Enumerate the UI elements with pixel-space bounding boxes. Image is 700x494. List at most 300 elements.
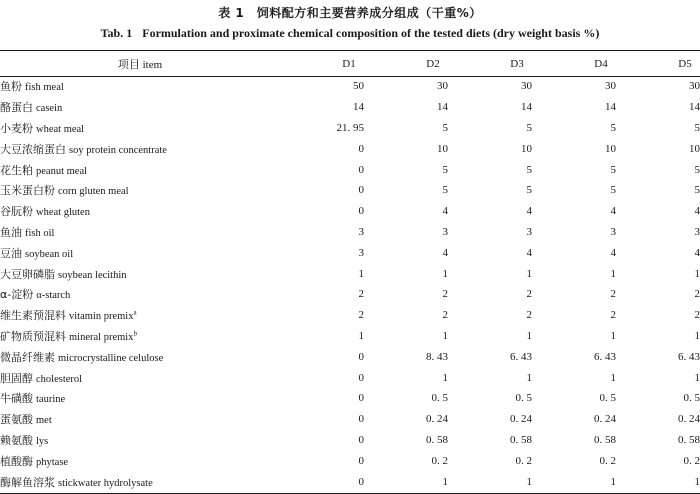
ingredient-cell	[0, 326, 280, 347]
value-cell-d3	[448, 159, 532, 180]
cell-value: 3	[442, 225, 448, 238]
table-row	[0, 180, 700, 201]
cell-value: 0. 24	[678, 413, 700, 426]
value-cell-d4	[532, 201, 616, 222]
value-cell-d5	[616, 201, 700, 222]
cell-value: 2	[526, 309, 532, 322]
table-row	[0, 222, 700, 243]
value-cell-d3	[448, 284, 532, 305]
ingredient-name-english: wheat gluten	[36, 207, 90, 219]
value-cell-d1	[280, 450, 364, 471]
cell-value: 14	[437, 101, 448, 114]
cell-value: 6. 43	[678, 350, 700, 363]
ingredient-name-english: taurine	[36, 394, 66, 406]
table-row	[0, 242, 700, 263]
value-cell-d3	[448, 242, 532, 263]
value-cell-d4	[532, 471, 616, 492]
cell-value: 5	[610, 121, 616, 134]
cell-value: 4	[442, 246, 448, 259]
ingredient-name-chinese: 植酸酶	[0, 454, 33, 468]
ingredient-name-english: α-starch	[36, 290, 71, 302]
value-cell-d4	[532, 430, 616, 451]
value-cell-d5	[616, 326, 700, 347]
cell-value: 0	[358, 475, 364, 488]
ingredient-cell	[0, 450, 280, 471]
ingredient-name-english: met	[36, 415, 52, 427]
value-cell-d5	[616, 346, 700, 367]
value-cell-d1	[280, 138, 364, 159]
ingredient-name-chinese: 蛋氨酸	[0, 413, 33, 427]
value-cell-d2	[364, 76, 448, 97]
cell-value: 0	[358, 433, 364, 446]
ingredient-cell	[0, 471, 280, 492]
value-cell-d2	[364, 118, 448, 139]
value-cell-d2	[364, 222, 448, 243]
column-header-label: D4	[594, 57, 608, 70]
value-cell-d4	[532, 305, 616, 326]
ingredient-cell	[0, 367, 280, 388]
cell-value: 2	[442, 309, 448, 322]
column-header-d4	[532, 51, 616, 76]
ingredient-name-english: stickwater hydrolysate	[58, 477, 153, 489]
ingredient-name-english: wheat meal	[36, 123, 85, 135]
cell-value: 2	[694, 288, 700, 301]
cell-value: 1	[694, 329, 700, 342]
ingredient-name-chinese: 玉米蛋白粉	[0, 184, 55, 198]
value-cell-d4	[532, 138, 616, 159]
cell-value: 0. 58	[594, 433, 616, 446]
cell-value: 3	[694, 225, 700, 238]
value-cell-d5	[616, 305, 700, 326]
cell-value: 2	[358, 309, 364, 322]
cell-value: 50	[353, 80, 364, 93]
value-cell-d2	[364, 388, 448, 409]
cell-value: 5	[442, 121, 448, 134]
value-cell-d1	[280, 242, 364, 263]
cell-value: 0	[358, 184, 364, 197]
value-cell-d4	[532, 222, 616, 243]
value-cell-d5	[616, 138, 700, 159]
cell-value: 1	[358, 329, 364, 342]
ingredient-name-chinese: 酶解鱼溶浆	[0, 475, 55, 489]
value-cell-d1	[280, 346, 364, 367]
value-cell-d4	[532, 450, 616, 471]
value-cell-d1	[280, 430, 364, 451]
value-cell-d5	[616, 76, 700, 97]
value-cell-d1	[280, 409, 364, 430]
value-cell-d3	[448, 138, 532, 159]
cell-value: 0. 24	[510, 413, 532, 426]
cell-value: 5	[442, 163, 448, 176]
ingredient-cell	[0, 242, 280, 263]
value-cell-d4	[532, 97, 616, 118]
cell-value: 0. 5	[599, 392, 616, 405]
ingredient-name-chinese: 大豆浓缩蛋白	[0, 142, 66, 156]
ingredient-cell	[0, 76, 280, 97]
cell-value: 6. 43	[510, 350, 532, 363]
cell-value: 0	[358, 350, 364, 363]
cell-value: 0. 5	[515, 392, 532, 405]
cell-value: 21. 95	[336, 121, 364, 134]
ingredient-name-english: soybean oil	[25, 248, 74, 260]
value-cell-d2	[364, 201, 448, 222]
cell-value: 5	[526, 184, 532, 197]
value-cell-d3	[448, 76, 532, 97]
ingredient-name-english: soybean lecithin	[58, 269, 127, 281]
cell-value: 4	[694, 246, 700, 259]
cell-value: 30	[605, 80, 616, 93]
ingredient-cell	[0, 138, 280, 159]
ingredient-name-chinese: 花生粕	[0, 163, 33, 177]
value-cell-d2	[364, 326, 448, 347]
ingredient-cell	[0, 305, 280, 326]
ingredient-name-english: phytase	[36, 456, 69, 468]
ingredient-cell	[0, 409, 280, 430]
ingredient-name-english: fish meal	[25, 82, 64, 94]
cell-value: 0. 2	[431, 454, 448, 467]
cell-value: 0. 2	[683, 454, 700, 467]
value-cell-d3	[448, 346, 532, 367]
ingredient-cell	[0, 201, 280, 222]
cell-value: 1	[442, 267, 448, 280]
ingredient-cell	[0, 222, 280, 243]
value-cell-d2	[364, 409, 448, 430]
column-header-d5	[616, 51, 700, 76]
value-cell-d2	[364, 263, 448, 284]
cell-value: 4	[610, 205, 616, 218]
value-cell-d2	[364, 180, 448, 201]
cell-value: 1	[442, 475, 448, 488]
table-body	[0, 76, 700, 492]
ingredient-name-english: cholesterol	[36, 373, 83, 385]
value-cell-d5	[616, 118, 700, 139]
value-cell-d1	[280, 388, 364, 409]
value-cell-d2	[364, 471, 448, 492]
value-cell-d1	[280, 222, 364, 243]
table-row	[0, 97, 700, 118]
value-cell-d1	[280, 159, 364, 180]
value-cell-d3	[448, 222, 532, 243]
value-cell-d3	[448, 97, 532, 118]
value-cell-d3	[448, 201, 532, 222]
value-cell-d1	[280, 471, 364, 492]
value-cell-d3	[448, 409, 532, 430]
value-cell-d3	[448, 430, 532, 451]
cell-value: 0	[358, 205, 364, 218]
ingredient-name-chinese: 鱼油	[0, 225, 22, 239]
value-cell-d3	[448, 367, 532, 388]
cell-value: 1	[526, 371, 532, 384]
value-cell-d5	[616, 430, 700, 451]
cell-value: 0. 5	[431, 392, 448, 405]
ingredient-name-chinese: 小麦粉	[0, 121, 33, 135]
value-cell-d5	[616, 97, 700, 118]
ingredient-name-english: lys	[36, 435, 49, 447]
table-caption-english	[0, 26, 700, 41]
column-header-d3	[448, 51, 532, 76]
cell-value: 2	[610, 288, 616, 301]
cell-value: 2	[694, 309, 700, 322]
value-cell-d2	[364, 138, 448, 159]
value-cell-d4	[532, 367, 616, 388]
value-cell-d4	[532, 346, 616, 367]
cell-value: 14	[689, 101, 700, 114]
cell-value: 2	[358, 288, 364, 301]
cell-value: 10	[437, 142, 448, 155]
cell-value: 10	[689, 142, 700, 155]
cell-value: 30	[521, 80, 532, 93]
value-cell-d1	[280, 180, 364, 201]
cell-value: 0. 2	[599, 454, 616, 467]
ingredient-name-chinese: 谷朊粉	[0, 205, 33, 219]
value-cell-d1	[280, 76, 364, 97]
value-cell-d4	[532, 326, 616, 347]
column-header-label: D3	[510, 57, 524, 70]
value-cell-d2	[364, 284, 448, 305]
table-row	[0, 409, 700, 430]
ingredient-name-chinese: 豆油	[0, 246, 22, 260]
column-header-d2	[364, 51, 448, 76]
cell-value: 30	[689, 80, 700, 93]
value-cell-d4	[532, 159, 616, 180]
value-cell-d1	[280, 305, 364, 326]
value-cell-d4	[532, 388, 616, 409]
table-row	[0, 450, 700, 471]
column-header-item: 项目 item	[117, 58, 163, 71]
ingredient-name-english: vitamin premix	[69, 311, 134, 323]
ingredient-cell	[0, 284, 280, 305]
cell-value: 1	[526, 329, 532, 342]
value-cell-d3	[448, 118, 532, 139]
table-row	[0, 346, 700, 367]
table-row	[0, 284, 700, 305]
cell-value: 1	[526, 475, 532, 488]
value-cell-d5	[616, 263, 700, 284]
cell-value: 3	[526, 225, 532, 238]
cell-value: 5	[694, 163, 700, 176]
cell-value: 0	[358, 371, 364, 384]
value-cell-d3	[448, 263, 532, 284]
value-cell-d4	[532, 242, 616, 263]
ingredient-cell	[0, 346, 280, 367]
cell-value: 1	[442, 329, 448, 342]
table-row	[0, 430, 700, 451]
table-label: Tab. 1	[100, 26, 133, 40]
cell-value: 5	[526, 163, 532, 176]
value-cell-d4	[532, 263, 616, 284]
cell-value: 4	[694, 205, 700, 218]
cell-value: 0	[358, 413, 364, 426]
value-cell-d1	[280, 201, 364, 222]
value-cell-d1	[280, 97, 364, 118]
value-cell-d5	[616, 180, 700, 201]
cell-value: 1	[526, 267, 532, 280]
cell-value: 0	[358, 454, 364, 467]
ingredient-name-chinese: 赖氨酸	[0, 433, 33, 447]
ingredient-name-english: fish oil	[25, 227, 55, 239]
cell-value: 0. 5	[683, 392, 700, 405]
table-row	[0, 138, 700, 159]
cell-value: 5	[526, 121, 532, 134]
column-header-label: D5	[678, 57, 692, 70]
value-cell-d5	[616, 471, 700, 492]
ingredient-cell	[0, 97, 280, 118]
cell-value: 1	[442, 371, 448, 384]
value-cell-d3	[448, 305, 532, 326]
value-cell-d2	[364, 305, 448, 326]
ingredient-name-english: microcrystalline celulose	[58, 352, 164, 364]
cell-value: 30	[437, 80, 448, 93]
ingredient-cell	[0, 430, 280, 451]
value-cell-d2	[364, 450, 448, 471]
value-cell-d2	[364, 159, 448, 180]
table-row	[0, 305, 700, 326]
cell-value: 0	[358, 163, 364, 176]
cell-value: 1	[610, 371, 616, 384]
diet-formulation-table	[0, 51, 700, 492]
value-cell-d5	[616, 367, 700, 388]
cell-value: 0. 2	[515, 454, 532, 467]
value-cell-d1	[280, 326, 364, 347]
cell-value: 5	[610, 163, 616, 176]
cell-value: 3	[358, 225, 364, 238]
value-cell-d5	[616, 388, 700, 409]
cell-value: 5	[610, 184, 616, 197]
table-row	[0, 263, 700, 284]
cell-value: 5	[442, 184, 448, 197]
ingredient-name-chinese: 鱼粉	[0, 80, 22, 94]
table-header-row	[0, 51, 700, 76]
cell-value: 3	[358, 246, 364, 259]
cell-value: 14	[605, 101, 616, 114]
cell-value: 0. 24	[594, 413, 616, 426]
table-row	[0, 76, 700, 97]
value-cell-d5	[616, 450, 700, 471]
cell-value: 2	[442, 288, 448, 301]
ingredient-name-chinese: 微晶纤维素	[0, 350, 55, 364]
value-cell-d5	[616, 159, 700, 180]
cell-value: 3	[610, 225, 616, 238]
value-cell-d4	[532, 409, 616, 430]
value-cell-d4	[532, 180, 616, 201]
cell-value: 5	[694, 121, 700, 134]
value-cell-d5	[616, 222, 700, 243]
cell-value: 14	[521, 101, 532, 114]
cell-value: 1	[358, 267, 364, 280]
table-row	[0, 367, 700, 388]
cell-value: 5	[694, 184, 700, 197]
cell-value: 4	[442, 205, 448, 218]
value-cell-d5	[616, 409, 700, 430]
table-title: Formulation and proximate chemical composition of the tested diets (dry weight basis %)	[142, 26, 600, 40]
column-header-label: D2	[426, 57, 440, 70]
table-caption-chinese: 表 1 饲料配方和主要营养成分组成（干重%）	[218, 6, 482, 20]
ingredient-cell	[0, 159, 280, 180]
table-row	[0, 201, 700, 222]
value-cell-d1	[280, 263, 364, 284]
value-cell-d2	[364, 242, 448, 263]
value-cell-d3	[448, 180, 532, 201]
cell-value: 4	[526, 205, 532, 218]
cell-value: 2	[610, 309, 616, 322]
cell-value: 8. 43	[426, 350, 448, 363]
ingredient-name-chinese: α-淀粉	[0, 288, 34, 302]
column-header-label: D1	[342, 57, 356, 70]
table-row	[0, 326, 700, 347]
column-header-d1	[280, 51, 364, 76]
value-cell-d2	[364, 97, 448, 118]
cell-value: 0	[358, 142, 364, 155]
cell-value: 1	[610, 267, 616, 280]
cell-value: 0	[358, 392, 364, 405]
cell-value: 1	[694, 267, 700, 280]
value-cell-d3	[448, 471, 532, 492]
cell-value: 10	[605, 142, 616, 155]
value-cell-d3	[448, 326, 532, 347]
ingredient-cell	[0, 180, 280, 201]
value-cell-d4	[532, 118, 616, 139]
cell-value: 0. 58	[678, 433, 700, 446]
ingredient-name-english: mineral premix	[69, 331, 134, 343]
cell-value: 6. 43	[594, 350, 616, 363]
value-cell-d4	[532, 284, 616, 305]
ingredient-cell	[0, 388, 280, 409]
cell-value: 0. 58	[426, 433, 448, 446]
footnote-marker: b	[133, 329, 137, 338]
value-cell-d1	[280, 118, 364, 139]
ingredient-cell	[0, 263, 280, 284]
value-cell-d5	[616, 284, 700, 305]
ingredient-name-chinese: 胆固醇	[0, 371, 33, 385]
ingredient-name-english: corn gluten meal	[58, 186, 129, 198]
ingredient-name-english: peanut meal	[36, 165, 88, 177]
ingredient-name-chinese: 大豆卵磷脂	[0, 267, 55, 281]
value-cell-d2	[364, 367, 448, 388]
cell-value: 4	[610, 246, 616, 259]
ingredient-name-chinese: 酪蛋白	[0, 101, 33, 115]
ingredient-name-chinese: 矿物质预混料	[0, 329, 66, 343]
cell-value: 10	[521, 142, 532, 155]
table-row	[0, 471, 700, 492]
cell-value: 1	[694, 475, 700, 488]
table-row	[0, 118, 700, 139]
value-cell-d5	[616, 242, 700, 263]
value-cell-d1	[280, 367, 364, 388]
cell-value: 0. 24	[426, 413, 448, 426]
cell-value: 4	[526, 246, 532, 259]
value-cell-d1	[280, 284, 364, 305]
value-cell-d2	[364, 430, 448, 451]
cell-value: 14	[353, 101, 364, 114]
ingredient-name-chinese: 牛磺酸	[0, 392, 33, 406]
cell-value: 1	[694, 371, 700, 384]
table-row	[0, 388, 700, 409]
ingredient-name-chinese: 维生素预混料	[0, 309, 66, 323]
ingredient-cell	[0, 118, 280, 139]
value-cell-d4	[532, 76, 616, 97]
cell-value: 2	[526, 288, 532, 301]
table-row	[0, 159, 700, 180]
cell-value: 1	[610, 329, 616, 342]
cell-value: 1	[610, 475, 616, 488]
ingredient-name-english: soy protein concentrate	[69, 144, 167, 156]
value-cell-d3	[448, 450, 532, 471]
ingredient-name-english: casein	[36, 103, 63, 115]
value-cell-d2	[364, 346, 448, 367]
value-cell-d3	[448, 388, 532, 409]
cell-value: 0. 58	[510, 433, 532, 446]
footnote-marker: a	[133, 308, 137, 317]
